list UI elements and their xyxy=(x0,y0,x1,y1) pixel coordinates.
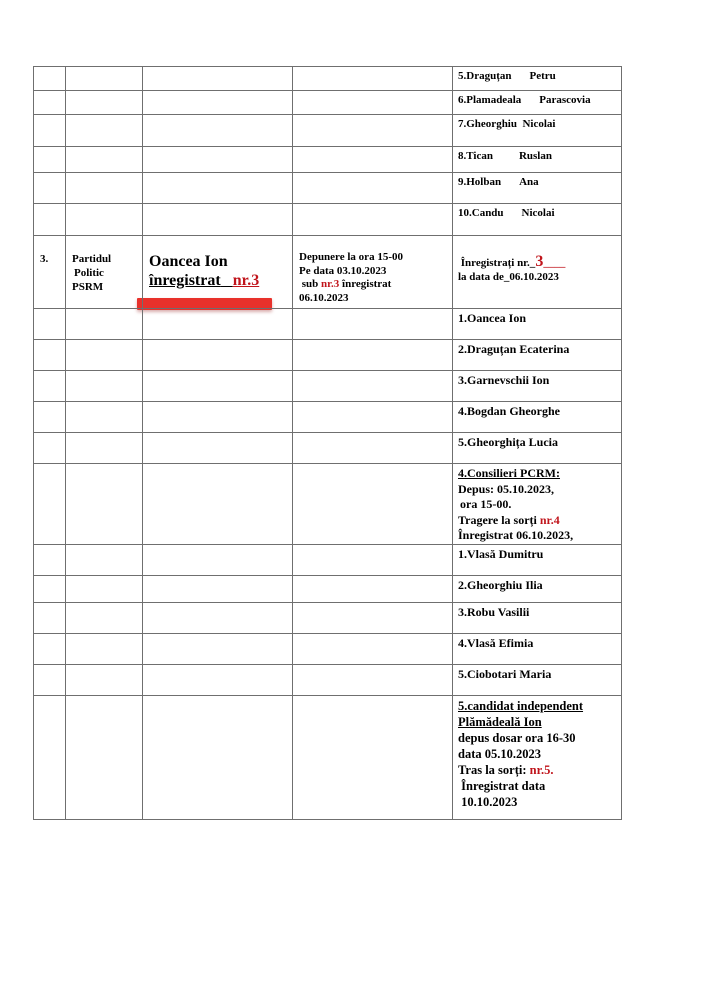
table-row xyxy=(34,433,622,464)
table-row xyxy=(34,340,622,371)
member-cell: 2.Gheorghiu Ilia xyxy=(453,575,622,602)
table-row-independent xyxy=(34,695,622,819)
table-row xyxy=(34,371,622,402)
table-row xyxy=(34,115,622,147)
submission-cell: Depunere la ora 15-00 Pe data 03.10.2023 sub nr.3 înregistrat 06.10.2023 xyxy=(293,236,453,309)
member-cell: 5.Draguțan Petru xyxy=(453,67,622,91)
member-cell: 4.Vlasă Efimia xyxy=(453,633,622,664)
member-cell: 4.Bogdan Gheorghe xyxy=(453,402,622,433)
table-row xyxy=(34,544,622,575)
candidate-cell xyxy=(143,236,293,309)
table-row xyxy=(34,147,622,173)
member-cell: 5.Gheorghița Lucia xyxy=(453,433,622,464)
party-cell: Partidul Politic PSRM xyxy=(66,236,143,309)
independent-heading: 5.candidat independent xyxy=(458,698,584,713)
member-cell: 1.Oancea Ion xyxy=(453,309,622,340)
independent-cell: 5.candidat independent Plămădeală Ion depus dosar ora 16-30 data 05.10.2023 Tras la sorți: nr.5. Înregistrat data 10.10.2023 xyxy=(453,695,622,819)
table-row xyxy=(34,309,622,340)
table-row xyxy=(34,633,622,664)
candidate-name: Oancea Ion xyxy=(149,253,228,270)
registration-cell: Înregistrați nr._3____ la data de_06.10.2023 xyxy=(453,236,622,309)
table-row xyxy=(34,602,622,633)
table-row xyxy=(34,204,622,236)
member-cell: 6.Plamadeala Parascovia xyxy=(453,91,622,115)
member-cell: 3.Robu Vasilii xyxy=(453,602,622,633)
candidate-registration: înregistrat nr.3 xyxy=(149,272,260,289)
candidates-table xyxy=(33,66,622,820)
pcrm-cell: 4.Consilieri PCRM: Depus: 05.10.2023, ora 15-00. Tragere la sorți nr.4 Înregistrat 06.10.2023, xyxy=(453,464,622,545)
member-cell: 7.Gheorghiu Nicolai xyxy=(453,115,622,147)
table-row-entry-3 xyxy=(34,236,622,309)
member-cell: 9.Holban Ana xyxy=(453,173,622,204)
member-cell: 8.Tican Ruslan xyxy=(453,147,622,173)
table-row-pcrm xyxy=(34,464,622,545)
table-row xyxy=(34,575,622,602)
member-cell: 5.Ciobotari Maria xyxy=(453,664,622,695)
table-row xyxy=(34,402,622,433)
entry-number: 3. xyxy=(34,236,66,309)
member-cell: 2.Draguțan Ecaterina xyxy=(453,340,622,371)
table-row xyxy=(34,67,622,91)
pcrm-heading: 4.Consilieri PCRM: xyxy=(458,466,560,480)
member-cell: 1.Vlasă Dumitru xyxy=(453,544,622,575)
member-cell: 10.Candu Nicolai xyxy=(453,204,622,236)
table-row xyxy=(34,173,622,204)
member-cell: 3.Garnevschii Ion xyxy=(453,371,622,402)
table-row xyxy=(34,664,622,695)
table-row xyxy=(34,91,622,115)
independent-name: Plămădeală Ion xyxy=(458,714,542,729)
